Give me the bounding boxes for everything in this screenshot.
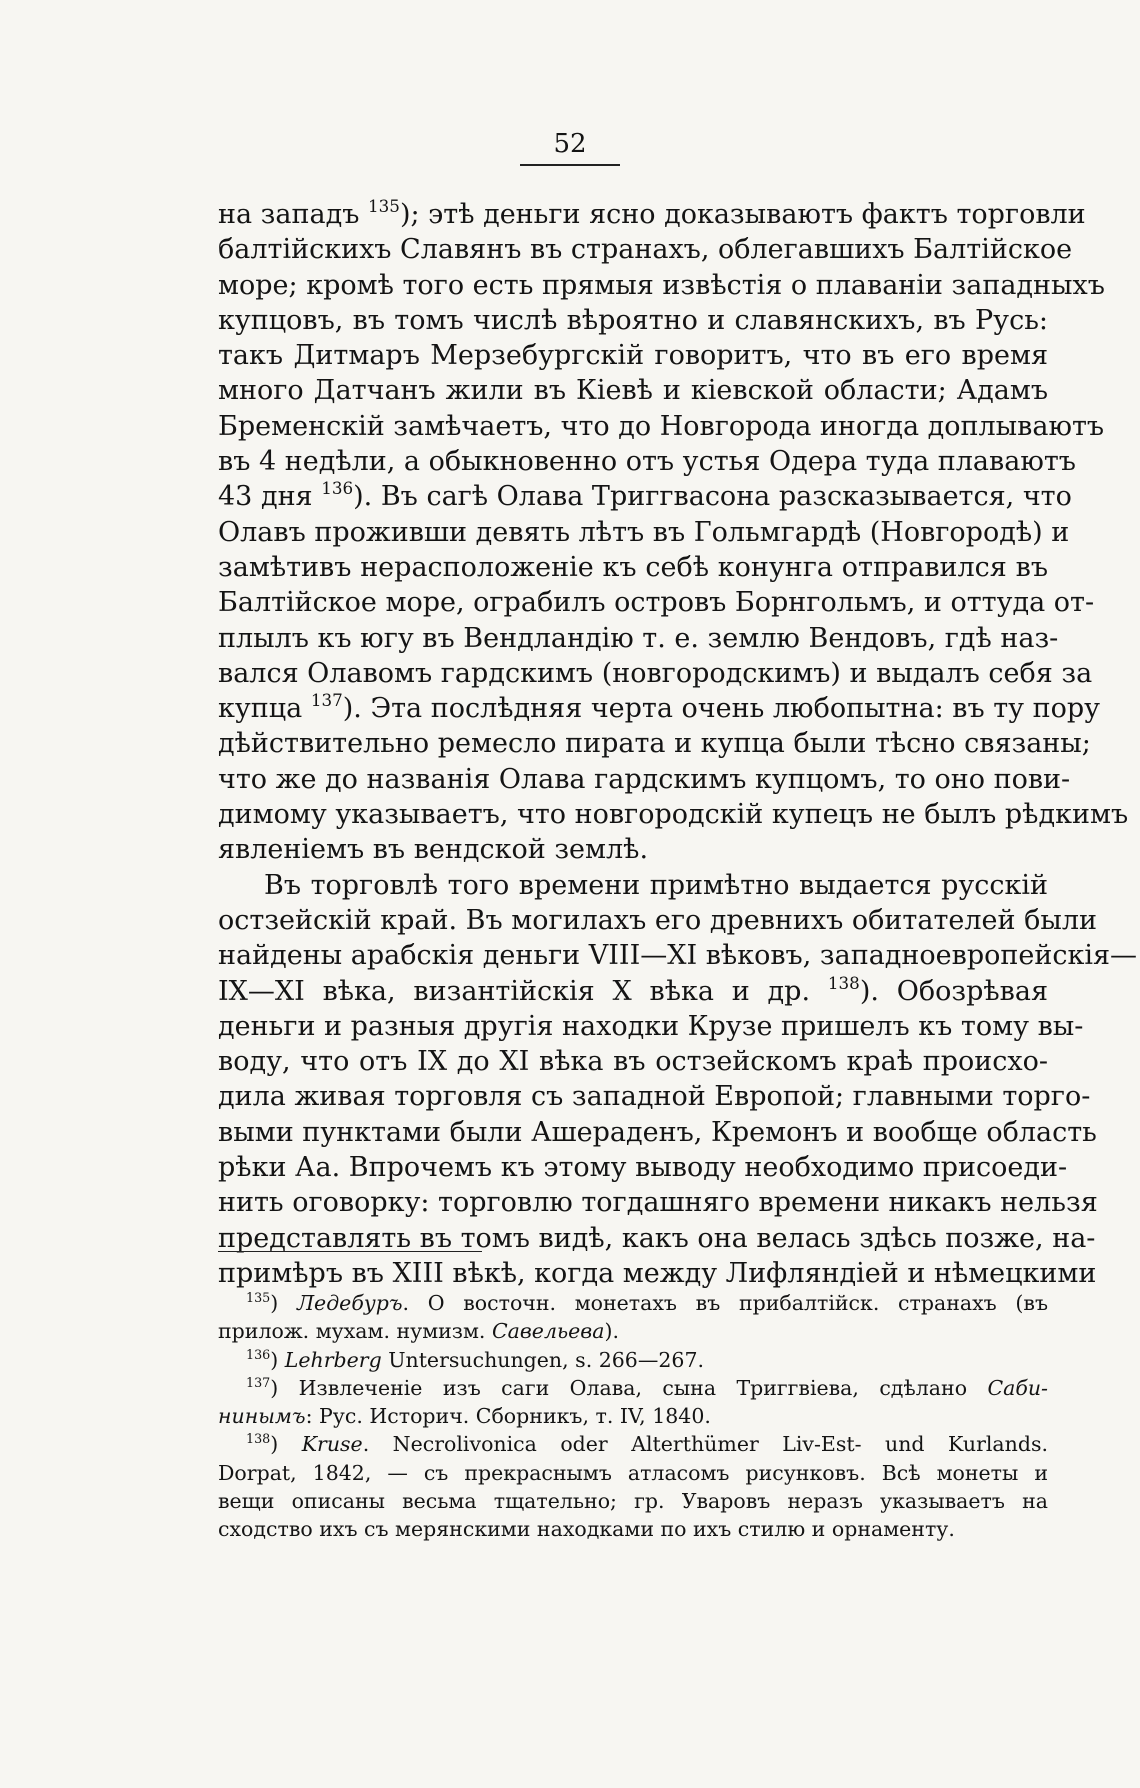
text-run: . Necrolivonica oder Alterthümer Liv-Est- und Kurlands. [362, 1432, 1049, 1457]
text-run: ). Обозрѣвая [859, 975, 1049, 1007]
text-run: дила живая торговля съ западной Европой; главными торго- [218, 1081, 1091, 1113]
footnote-line [218, 1374, 1048, 1402]
text-line [218, 690, 1101, 726]
text-run: ). Въ сагѣ Олава Триггвасона разсказывается, что [353, 481, 1072, 513]
text-run: Балтійское море, ограбилъ островъ Борнгольмъ, и оттуда от- [218, 587, 1095, 619]
text-run: остзейскій край. Въ могилахъ его древнихъ обитателей были [218, 904, 1097, 936]
footnote-reference: 138 [246, 1431, 271, 1447]
page-number: 52 [553, 129, 587, 159]
text-line [218, 478, 1072, 514]
text-run: ). [604, 1319, 619, 1344]
text-line [218, 268, 1105, 303]
text-run: найдены арабскія деньги VIII—XI вѣковъ, западноевропейскія— [218, 940, 1138, 972]
text-line [218, 1150, 1068, 1185]
text-run: Олавъ проживши девять лѣтъ въ Гольмгардѣ (Новгородѣ) и [218, 516, 1070, 548]
text-run: купца [218, 693, 311, 725]
text-line [218, 409, 1105, 444]
text-line [218, 762, 1071, 797]
footnote-line [218, 1487, 1048, 1515]
text-line [218, 196, 1086, 232]
text-run: плылъ къ югу въ Вендландію т. е. землю Вендовъ, гдѣ наз- [218, 622, 1059, 654]
text-run: . О восточн. монетахъ въ прибалтійск. странахъ (въ [402, 1291, 1048, 1315]
text-line [218, 1079, 1091, 1114]
italic-run: нинымъ [218, 1404, 306, 1429]
text-line [218, 232, 1073, 267]
text-run: балтійскихъ Славянъ въ странахъ, облегавшихъ Балтійское [218, 234, 1073, 266]
italic-run: Ледебуръ [296, 1291, 403, 1315]
text-run: Untersuchungen, s. 266—267. [381, 1347, 704, 1372]
text-run: IX—XI вѣка, византійскія X вѣка и др. [218, 975, 828, 1007]
text-run: прилож. мухам. нумизм. [218, 1319, 492, 1344]
text-run: воду, что отъ IX до XI вѣка въ остзейскомъ краѣ происхо- [218, 1046, 1048, 1078]
footnote-line [218, 1289, 1048, 1317]
text-run: ); этѣ деньги ясно доказываютъ фактъ торговли [399, 199, 1086, 230]
text-run: рѣки Аа. Впрочемъ къ этому выводу необходимо присоеди- [218, 1152, 1068, 1184]
text-line [218, 373, 1048, 408]
footnotes [218, 1289, 1048, 1544]
footnote-reference: 136 [246, 1346, 271, 1362]
footnote [218, 1374, 1048, 1431]
text-run: ) [270, 1291, 297, 1315]
footnote-line [218, 1402, 1048, 1430]
footnote-line [218, 1459, 1048, 1487]
text-line [218, 444, 1076, 479]
text-line [218, 1044, 1048, 1079]
text-run: на западъ [218, 199, 368, 230]
text-line [218, 656, 1093, 691]
text-line [218, 974, 1048, 1009]
text-run: ) Извлеченіе изъ саги Олава, сына Триггвіева, сдѣлано [270, 1375, 988, 1400]
text-line [218, 1115, 1097, 1150]
text-line [218, 903, 1097, 938]
text-run: : Рус. Историч. Сборникъ, т. IV, 1840. [305, 1404, 711, 1429]
footnote-line [218, 1430, 1048, 1458]
text-line [218, 1009, 1084, 1044]
italic-run: Lehrberg [284, 1347, 382, 1372]
text-run: Бременскій замѣчаетъ, что до Новгорода иногда доплываютъ [218, 410, 1105, 442]
page-number-rule [520, 164, 620, 166]
footnote-line [218, 1317, 1048, 1345]
text-line [218, 832, 1048, 867]
text-run: деньги и разныя другія находки Крузе пришелъ къ тому вы- [218, 1010, 1084, 1042]
paragraph [218, 868, 1138, 1292]
paragraph [218, 196, 1129, 868]
text-run: ) [270, 1347, 285, 1372]
text-line [218, 1256, 1097, 1291]
footnote-line [218, 1346, 1048, 1374]
text-run: вещи описаны весьма тщательно; гр. Уваровъ неразъ указываетъ на [218, 1489, 1048, 1514]
text-run: такъ Дитмаръ Мерзебургскій говоритъ, что въ его время [218, 340, 1048, 372]
main-text [218, 196, 1138, 1291]
text-run: Въ торговлѣ того времени примѣтно выдается русскій [264, 869, 1048, 901]
italic-run: Саби- [987, 1375, 1048, 1400]
footnote-reference: 138 [827, 972, 860, 993]
text-line [218, 797, 1129, 832]
text-run: въ 4 недѣли, а обыкновенно отъ устья Одера туда плаваютъ [218, 446, 1076, 478]
text-run: примѣръ въ XIII вѣкѣ, когда между Лифляндіей и нѣмецкими [218, 1257, 1097, 1289]
text-run: представлять въ томъ видѣ, какъ она велась здѣсь позже, на- [218, 1222, 1096, 1254]
text-line [218, 550, 1048, 585]
text-run: выми пунктами были Ашераденъ, Кремонъ и вообще область [218, 1116, 1097, 1148]
text-run: ). Эта послѣдняя черта очень любопытна: въ ту пору [342, 693, 1101, 725]
text-run: нить оговорку: торговлю тогдашняго времени никакъ нельзя [218, 1187, 1098, 1219]
text-run: Dorpat, 1842, — съ прекраснымъ атласомъ рисунковъ. Всѣ монеты и [218, 1460, 1048, 1485]
text-line [218, 1185, 1098, 1220]
text-line [218, 726, 1091, 761]
text-run: явленіемъ въ вендской землѣ. [218, 834, 649, 866]
text-run: замѣтивъ нерасположеніе къ себѣ конунга отправился въ [218, 551, 1048, 583]
footnote-reference: 135 [246, 1289, 271, 1305]
text-run: море; кромѣ того есть прямыя извѣстія о плаваніи западныхъ [218, 269, 1105, 301]
text-run: 43 дня [218, 481, 322, 513]
footnote-reference: 135 [367, 196, 400, 217]
italic-run: Савельева [491, 1319, 605, 1344]
footnote-reference: 136 [321, 478, 354, 499]
footnote-separator [218, 1251, 482, 1252]
footnote [218, 1289, 1048, 1346]
text-run: сходство ихъ съ мерянскими находками по ихъ стилю и орнаменту. [218, 1517, 955, 1542]
text-run: много Датчанъ жили въ Кіевѣ и кіевской области; Адамъ [218, 375, 1048, 407]
footnote-line [218, 1515, 1048, 1543]
text-line [218, 338, 1048, 373]
text-run: что же до названія Олава гардскимъ купцомъ, то оно пови- [218, 763, 1071, 795]
italic-run: Kruse [301, 1432, 363, 1457]
footnote [218, 1346, 1048, 1374]
text-run: ) [270, 1432, 302, 1457]
text-line [218, 621, 1059, 656]
footnote-reference: 137 [310, 690, 343, 711]
text-run: димому указываетъ, что новгородскій купецъ не былъ рѣдкимъ [218, 799, 1129, 831]
text-line [218, 303, 1048, 338]
text-line [218, 938, 1138, 973]
text-line [218, 868, 1048, 903]
text-line [218, 585, 1095, 620]
footnote-reference: 137 [246, 1374, 271, 1390]
text-run: купцовъ, въ томъ числѣ вѣроятно и славянскихъ, въ Русь: [218, 304, 1048, 336]
footnote [218, 1430, 1048, 1543]
text-run: вался Олавомъ гардскимъ (новгородскимъ) и выдалъ себя за [218, 657, 1093, 689]
text-line [218, 515, 1070, 550]
text-run: дѣйствительно ремесло пирата и купца были тѣсно связаны; [218, 728, 1091, 760]
